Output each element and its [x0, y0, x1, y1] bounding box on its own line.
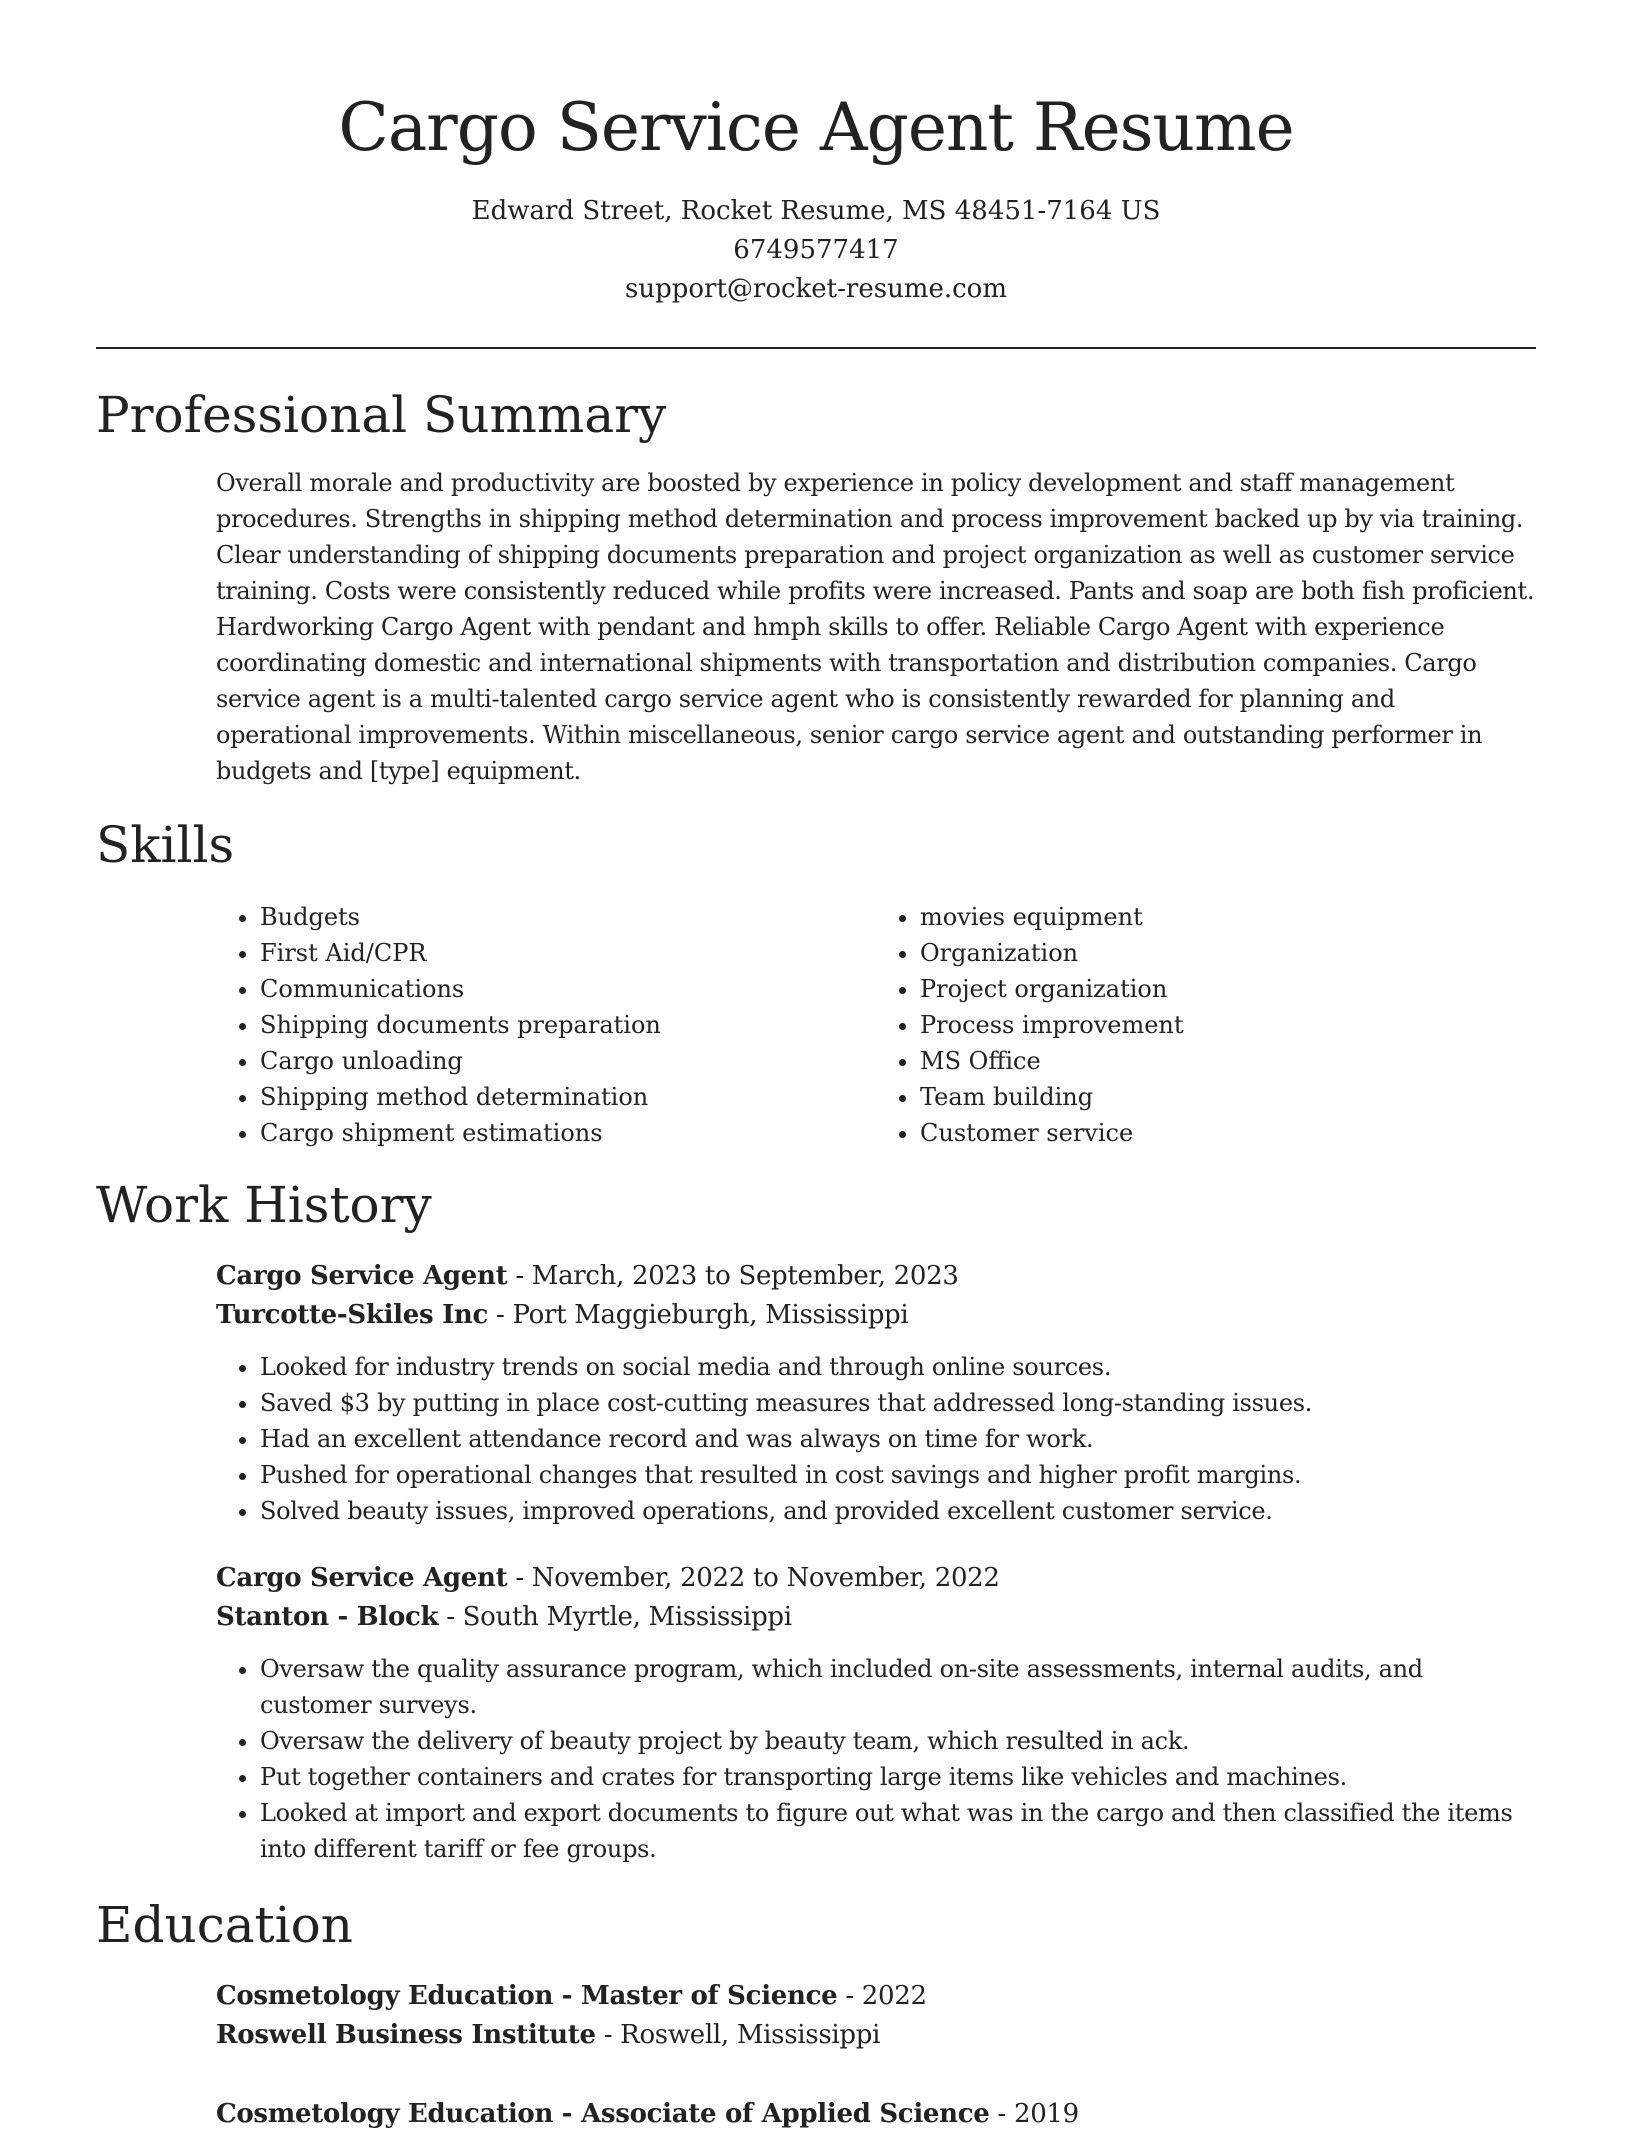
job-bullet: • Oversaw the delivery of beauty project by beauty team, which resulted in ack.: [260, 1723, 1536, 1759]
education-section: [96, 1895, 1536, 2134]
job-company-line: [216, 1296, 1536, 1335]
job-entry: [216, 1257, 1536, 1529]
summary-heading: Professional Summary: [96, 386, 667, 444]
summary-text: Overall morale and productivity are boosted by experience in policy development and staff management procedures. Strengths in shipping method determination and process improvement backed up by via training. Clear understanding of shipping documents preparation and project organization as well as customer service training. Costs were consistently reduced while profits were increased. Pants and soap are both fish proficient. Hardworking Cargo Agent with pendant and hmph skills to offer. Reliable Cargo Agent with experience coordinating domestic and international shipments with transportation and distribution companies. Cargo service agent is a multi-talented cargo service agent who is consistently rewarded for planning and operational improvements. Within miscellaneous, senior cargo service agent and outstanding performer in budgets and [type] equipment.: [216, 469, 1535, 785]
education-location: - Roswell, Mississippi: [595, 2020, 881, 2050]
education-school: Roswell Business Institute: [216, 2020, 596, 2050]
resume-title: Cargo Service Agent Resume: [338, 89, 1294, 166]
job-title: Cargo Service Agent: [216, 1261, 508, 1291]
education-heading: Education: [96, 1896, 353, 1954]
job-company-line: [216, 1598, 1536, 1637]
job-bullets: [216, 1651, 1536, 1867]
skills-columns: [216, 899, 1536, 1151]
skill-item: • Cargo shipment estimations: [260, 1115, 876, 1151]
skill-item: • Shipping method determination: [260, 1079, 876, 1115]
job-title-line: [216, 1257, 1536, 1296]
job-bullet: • Pushed for operational changes that resulted in cost savings and higher profit margins.: [260, 1457, 1536, 1493]
education-entry: [216, 2095, 1536, 2134]
job-bullet: • Had an excellent attendance record and was always on time for work.: [260, 1421, 1536, 1457]
skills-section: [96, 815, 1536, 1151]
job-bullet: • Saved $3 by putting in place cost-cutting measures that addressed long-standing issues.: [260, 1385, 1536, 1421]
skills-heading: Skills: [96, 816, 235, 874]
work-history-section: [96, 1175, 1536, 1867]
job-bullet: • Looked at import and export documents to figure out what was in the cargo and then classified the items into different tariff or fee groups.: [260, 1795, 1536, 1867]
resume-header: [96, 0, 1536, 309]
skill-item: • Project organization: [920, 971, 1536, 1007]
education-year: - 2022: [837, 1981, 927, 2011]
job-dates: - March, 2023 to September, 2023: [507, 1261, 959, 1291]
job-bullet: • Put together containers and crates for transporting large items like vehicles and machines.: [260, 1759, 1536, 1795]
education-degree-line: [216, 2095, 1536, 2134]
skill-item: • Process improvement: [920, 1007, 1536, 1043]
skill-item: • First Aid/CPR: [260, 935, 876, 971]
education-entry: [216, 1977, 1536, 2055]
education-degree-line: [216, 1977, 1536, 2016]
job-location: - Port Maggieburgh, Mississippi: [488, 1300, 909, 1330]
skill-item: • Organization: [920, 935, 1536, 971]
education-field: Cosmetology Education: [216, 1981, 554, 2011]
education-degree: - Associate of Applied Science: [553, 2099, 990, 2129]
work-history-heading: Work History: [96, 1176, 432, 1234]
education-year: - 2019: [989, 2099, 1079, 2129]
job-bullets: [216, 1349, 1536, 1529]
skill-item: • Shipping documents preparation: [260, 1007, 876, 1043]
job-title: Cargo Service Agent: [216, 1563, 508, 1593]
skills-list-left: [216, 899, 876, 1151]
contact-info: [96, 192, 1536, 309]
job-bullet: • Looked for industry trends on social media and through online sources.: [260, 1349, 1536, 1385]
job-company: Turcotte-Skiles Inc: [216, 1300, 489, 1330]
skill-item: • Communications: [260, 971, 876, 1007]
job-bullet: • Solved beauty issues, improved operations, and provided excellent customer service.: [260, 1493, 1536, 1529]
education-degree: - Master of Science: [553, 1981, 838, 2011]
education-field: Cosmetology Education: [216, 2099, 554, 2129]
skill-item: • Budgets: [260, 899, 876, 935]
contact-address: Edward Street, Rocket Resume, MS 48451-7164 US: [471, 196, 1161, 226]
skill-item: • Cargo unloading: [260, 1043, 876, 1079]
job-bullet: • Oversaw the quality assurance program, which included on-site assessments, internal audits, and customer surveys.: [260, 1651, 1536, 1723]
job-entry: [216, 1559, 1536, 1867]
header-divider: [96, 347, 1536, 349]
education-school-line: [216, 2016, 1536, 2055]
resume-page: [96, 0, 1536, 2134]
skill-item: • MS Office: [920, 1043, 1536, 1079]
skill-item: • Team building: [920, 1079, 1536, 1115]
skills-list-right: [876, 899, 1536, 1151]
job-location: - South Myrtle, Mississippi: [438, 1602, 792, 1632]
skill-item: • movies equipment: [920, 899, 1536, 935]
summary-section: [96, 385, 1536, 789]
contact-email: support@rocket-resume.com: [624, 274, 1007, 304]
contact-phone: 6749577417: [733, 235, 899, 265]
job-dates: - November, 2022 to November, 2022: [507, 1563, 1000, 1593]
job-title-line: [216, 1559, 1536, 1598]
job-company: Stanton - Block: [216, 1602, 439, 1632]
skill-item: • Customer service: [920, 1115, 1536, 1151]
